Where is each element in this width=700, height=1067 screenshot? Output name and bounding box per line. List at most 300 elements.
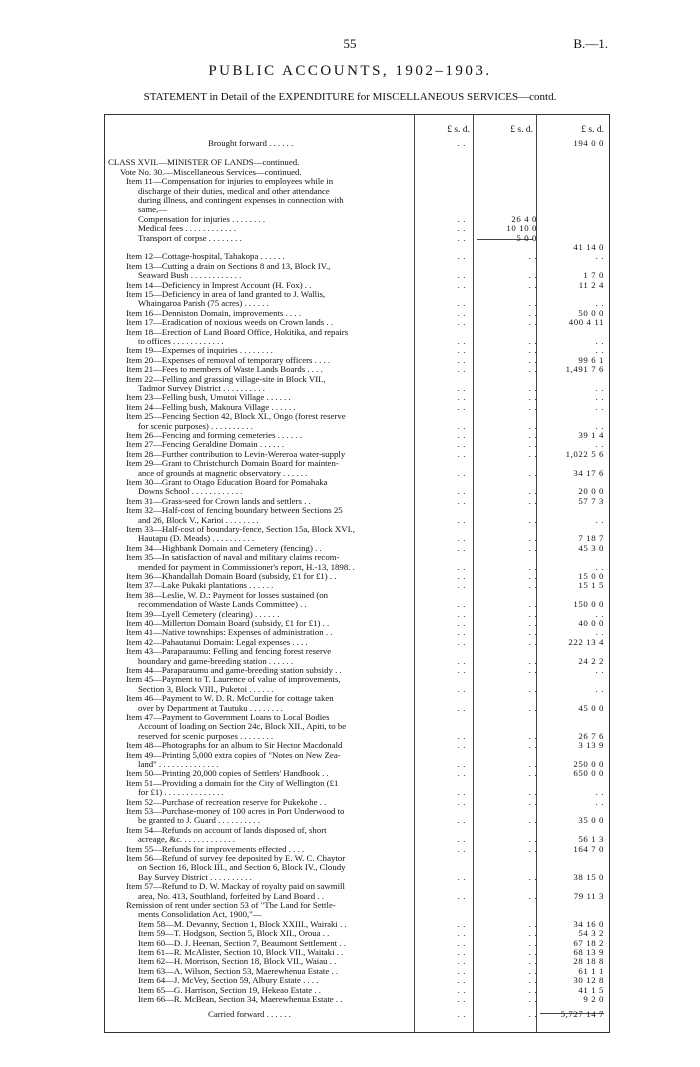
row-description: Item 25—Fencing Section 42, Block XI., Ongo (forest reserve xyxy=(126,412,346,422)
amount-c3: . . xyxy=(595,514,604,525)
amount-c2: 5 0 0 xyxy=(516,232,537,243)
row-description: Item 39—Lyell Cemetery (clearing) . . . . . . xyxy=(126,609,280,619)
amount-c1: . . xyxy=(457,759,466,769)
amount-c3: . . xyxy=(595,345,604,356)
row-description: Item 47—Payment to Government Loans to Local Bodies xyxy=(126,713,330,722)
amount-c1: . . xyxy=(457,740,466,751)
amount-c3: . . xyxy=(595,298,604,309)
amount-c1: . . xyxy=(457,599,466,610)
amount-c3: 7 18 7 xyxy=(578,533,604,544)
table-row xyxy=(104,769,608,778)
amount-c2: . . xyxy=(528,279,537,290)
amount-c3: 3 13 9 xyxy=(578,740,604,751)
row-description: Bay Survey District . . . . . . . . . . xyxy=(138,872,252,882)
amount-c3: 222 13 4 xyxy=(568,636,604,647)
row-description: CLASS XVII.—MINISTER OF LANDS—continued. xyxy=(108,158,300,168)
amount-c3: 54 3 2 xyxy=(578,928,604,939)
amount-c2: . . xyxy=(528,364,537,375)
amount-c1: . . xyxy=(457,571,466,581)
amount-c1: . . xyxy=(457,232,466,243)
amount-c2: . . xyxy=(528,928,537,939)
page-code: B.—1. xyxy=(573,36,608,51)
amount-c3: 34 16 0 xyxy=(573,918,604,929)
amount-c3: 99 6 1 xyxy=(578,354,604,365)
amount-c1: . . xyxy=(457,138,466,148)
row-description: Item 30—Grant to Otago Education Board for Pomahaka xyxy=(126,478,328,487)
amount-c1: . . xyxy=(457,871,466,882)
amount-c1: . . xyxy=(457,354,466,365)
amount-c1: . . xyxy=(457,430,466,440)
row-description: Item 33—Half-cost of boundary-fence, Section 15a, Block XVI., xyxy=(126,525,355,534)
row-description: Item 31—Grass-seed for Crown lands and settlers . . xyxy=(126,496,311,506)
amount-c1: . . xyxy=(457,730,466,741)
amount-c2: . . xyxy=(528,486,537,497)
row-description: Remission of rent under section 53 of "The Land for Settle- xyxy=(126,901,336,910)
amount-c3: 15 1 5 xyxy=(578,580,604,591)
amount-c1: . . xyxy=(457,561,466,572)
amount-c2: . . xyxy=(528,542,537,553)
amount-c3: 39 1 4 xyxy=(578,430,604,440)
table-row xyxy=(104,158,608,167)
amount-c1: . . xyxy=(457,768,466,779)
row-description: Item 13—Cutting a drain on Sections 8 and 13, Block IV., xyxy=(126,261,331,271)
amount-c1: . . xyxy=(457,270,466,281)
amount-c1: . . xyxy=(457,317,466,328)
amount-c3: 35 0 0 xyxy=(578,815,604,826)
row-description: for scenic purposes) . . . . . . . . . . xyxy=(138,421,253,431)
row-description: Vote No. 30.—Miscellaneous Services—continued. xyxy=(120,167,302,177)
amount-c1: . . xyxy=(457,401,466,412)
row-description: Section 3, Block VIII., Puketoi . . . . . . xyxy=(138,684,274,694)
column-header-3: £ s. d. xyxy=(581,125,604,135)
row-description: Item 45—Payment to T. Laurence of value of improvements, xyxy=(126,675,341,685)
column-header-2: £ s. d. xyxy=(510,125,533,135)
amount-c1: . . xyxy=(457,420,466,431)
amount-c1: . . xyxy=(457,796,466,807)
amount-c2: . . xyxy=(528,759,537,769)
amount-c1: . . xyxy=(457,956,466,967)
table-row xyxy=(104,544,608,553)
amount-c1: . . xyxy=(457,937,466,948)
amount-c2: . . xyxy=(528,383,537,393)
table-row xyxy=(104,892,608,901)
amount-c2: . . xyxy=(528,994,537,1004)
amount-c2: . . xyxy=(528,636,537,647)
row-description: ance of grounds at magnetic observatory . . . . . . xyxy=(138,468,308,478)
amount-c3: 61 1 1 xyxy=(578,965,604,976)
amount-c2: . . xyxy=(528,317,537,328)
table-row xyxy=(104,139,608,148)
row-description: Brought forward . . . . . . xyxy=(208,139,294,148)
amount-c3: 26 7 6 xyxy=(578,730,604,741)
amount-c1: . . xyxy=(457,448,466,459)
table-row xyxy=(104,1010,608,1019)
row-description: Item 38—Leslie, W. D.: Payment for losses sustained (on xyxy=(126,590,329,600)
row-description: Item 21—Fees to members of Waste Lands Boards . . . . xyxy=(126,365,323,375)
amount-c3: 45 3 0 xyxy=(578,542,604,553)
amount-c3: 150 0 0 xyxy=(573,599,604,610)
row-description: Item 35—In satisfaction of naval and military claims recom- xyxy=(126,553,340,563)
table-row xyxy=(104,516,608,525)
amount-c3: . . xyxy=(595,251,604,262)
amount-c2: . . xyxy=(528,580,537,591)
row-description: Item 32—Half-cost of fencing boundary between Sections 25 xyxy=(126,506,343,516)
row-description: over by Department at Tautuku . . . . . . . . xyxy=(138,703,283,713)
amount-c1: . . xyxy=(457,655,466,666)
row-description: Carried forward . . . . . . xyxy=(208,1010,291,1020)
amount-c1: . . xyxy=(457,984,466,995)
amount-c2: . . xyxy=(528,871,537,882)
amount-c3: 41 14 0 xyxy=(573,242,604,252)
amount-c2: . . xyxy=(528,270,537,281)
row-description: Item 60—D. J. Heenan, Section 7, Beaumont Settlement . . xyxy=(138,938,346,948)
row-description: to offices . . . . . . . . . . . . xyxy=(138,337,224,346)
page-title: PUBLIC ACCOUNTS, 1902–1903. xyxy=(208,63,492,79)
table-row xyxy=(104,666,608,675)
amount-c2: . . xyxy=(528,843,537,854)
row-description: Item 59—T. Hodgson, Section 5, Block XII., Oroua . . xyxy=(138,929,330,939)
amount-c3: 5,727 14 7 xyxy=(560,1009,604,1020)
amount-c1: . . xyxy=(457,439,466,450)
amount-c2: 26 4 0 xyxy=(511,213,537,224)
amount-c2: . . xyxy=(528,965,537,976)
amount-c3: 24 2 2 xyxy=(578,655,604,666)
amount-c3: . . xyxy=(595,665,604,675)
amount-c3: 1,022 5 6 xyxy=(565,448,604,459)
row-description: Transport of corpse . . . . . . . . xyxy=(138,233,242,243)
row-description: Item 26—Fencing and forming cemeteries . . . . . . xyxy=(126,431,302,440)
table-row xyxy=(104,177,608,186)
amount-c2: . . xyxy=(528,975,537,986)
table-row xyxy=(104,816,608,825)
amount-c2: . . xyxy=(528,430,537,440)
amount-c1: . . xyxy=(457,307,466,318)
amount-c2: . . xyxy=(528,768,537,779)
row-description: Hautapu (D. Meads) . . . . . . . . . . xyxy=(138,534,255,544)
row-description: Item 54—Refunds on account of lands disposed of, short xyxy=(126,825,327,835)
row-description: acreage, &c. . . . . . . . . . . . . xyxy=(138,835,235,845)
table-row xyxy=(104,497,608,506)
amount-c2: . . xyxy=(528,354,537,365)
row-description: Item 46—Payment to W. D. R. McCurdie for cottage taken xyxy=(126,694,334,704)
amount-c3: . . xyxy=(595,683,604,694)
row-description: Item 53—Purchase-money of 100 acres in Port Underwood to xyxy=(126,807,345,816)
table-row xyxy=(104,704,608,713)
amount-c2: . . xyxy=(528,336,537,346)
amount-c3: . . xyxy=(595,796,604,807)
amount-c2: . . xyxy=(528,533,537,544)
amount-c3: 1 7 0 xyxy=(583,270,604,281)
amount-c3: . . xyxy=(595,561,604,572)
amount-c1: . . xyxy=(457,928,466,939)
amount-c3: 68 13 9 xyxy=(573,947,604,957)
table-row xyxy=(104,995,608,1004)
amount-c1: . . xyxy=(457,279,466,290)
row-description: Item 42—Pahautanui Domain: Legal expenses . . . . xyxy=(126,637,308,647)
amount-c2: . . xyxy=(528,918,537,929)
table-row xyxy=(104,685,608,694)
row-description: Item 63—A. Wilson, Section 53, Maerewhenua Estate . . xyxy=(138,966,339,976)
page-number: 55 xyxy=(343,36,357,51)
amount-c2: . . xyxy=(528,514,537,525)
table-row xyxy=(104,450,608,459)
amount-c3: 57 7 3 xyxy=(578,495,604,506)
table-row xyxy=(104,845,608,854)
amount-c1: . . xyxy=(457,542,466,553)
row-description: Item 17—Eradication of noxious weeds on Crown lands . . xyxy=(126,318,333,328)
amount-c3: . . xyxy=(595,392,604,403)
row-description: Item 52—Purchase of recreation reserve for Pukekohe . . xyxy=(126,797,327,807)
amount-c1: . . xyxy=(457,843,466,854)
row-description: Item 28—Further contribution to Levin-Wereroa water-supply xyxy=(126,449,346,459)
row-description: be granted to J. Guard . . . . . . . . . . xyxy=(138,816,260,826)
amount-c2: . . xyxy=(528,683,537,694)
row-description: Compensation for injuries . . . . . . . . xyxy=(138,214,266,224)
row-description: area, No. 413, Southland, forfeited by Land Board . . xyxy=(138,891,324,901)
amount-c2: . . xyxy=(528,665,537,675)
table-row xyxy=(104,234,608,243)
row-description: Item 23—Felling bush, Umutoi Village . . . . . . xyxy=(126,393,291,403)
amount-c2: . . xyxy=(528,984,537,995)
amount-c3: 30 12 8 xyxy=(573,975,604,986)
table-row xyxy=(104,281,608,290)
amount-c1: . . xyxy=(457,533,466,544)
row-description: Item 40—Millerton Domain Board (subsidy, £1 for £1) . . xyxy=(126,619,330,628)
amount-c2: . . xyxy=(528,956,537,967)
amount-c1: . . xyxy=(457,815,466,826)
table-row xyxy=(104,252,608,261)
table-row xyxy=(104,741,608,750)
amount-c1: . . xyxy=(457,627,466,638)
amount-c2: . . xyxy=(528,467,537,478)
amount-c1: . . xyxy=(457,702,466,713)
row-description: Item 11—Compensation for injuries to employees while in xyxy=(126,177,334,187)
amount-c1: . . xyxy=(457,994,466,1004)
amount-c3: 34 17 6 xyxy=(573,467,604,478)
row-description: Item 49—Printing 5,000 extra copies of "Notes on New Zea- xyxy=(126,750,341,760)
table-row xyxy=(104,873,608,882)
row-description: Item 18—Erection of Land Board Office, Hokitika, and repairs xyxy=(126,327,349,337)
amount-c2: . . xyxy=(528,599,537,610)
amount-c3: 250 0 0 xyxy=(573,759,604,769)
amount-c2: . . xyxy=(528,947,537,957)
amount-c3: . . xyxy=(595,439,604,450)
amount-c3: . . xyxy=(595,383,604,393)
amount-c3: . . xyxy=(595,627,604,638)
row-description: for £1) . . . . . . . . . . . . . . xyxy=(138,788,224,798)
amount-c2: . . xyxy=(528,439,537,450)
amount-c2: . . xyxy=(528,740,537,751)
row-description: Item 62—H. Morrison, Section 18, Block VII., Waiau . . xyxy=(138,957,337,967)
amount-c3: . . xyxy=(595,787,604,798)
row-description: Downs School . . . . . . . . . . . . xyxy=(138,487,243,497)
amount-c3: 40 0 0 xyxy=(578,618,604,628)
table-row xyxy=(104,403,608,412)
amount-c2: . . xyxy=(528,618,537,628)
amount-c2: . . xyxy=(528,655,537,666)
amount-c3: 41 1 5 xyxy=(578,984,604,995)
amount-c2: . . xyxy=(528,796,537,807)
row-description: Item 41—Native townships: Expenses of administration . . xyxy=(126,628,333,638)
amount-c1: . . xyxy=(457,834,466,845)
row-description: Item 50—Printing 20,000 copies of Settlers' Handbook . . xyxy=(126,769,329,779)
row-description: Item 55—Refunds for improvements effected . . . . xyxy=(126,844,305,854)
amount-c3: 164 7 0 xyxy=(573,843,604,854)
statement-subtitle: STATEMENT in Detail of the EXPENDITURE for MISCELLANEOUS SERVICES—contd. xyxy=(143,91,557,103)
amount-c1: . . xyxy=(457,947,466,957)
amount-c2: . . xyxy=(528,561,537,572)
table-row xyxy=(104,196,608,205)
row-description: boundary and game-breeding station . . . . . . xyxy=(138,656,294,666)
amount-c2: . . xyxy=(528,448,537,459)
table-row xyxy=(104,318,608,327)
row-description: Item 14—Deficiency in Imprest Account (H. Fox) . . xyxy=(126,280,312,290)
amount-c3: . . xyxy=(595,608,604,619)
amount-c3: 67 18 2 xyxy=(573,937,604,948)
row-description: Item 19—Expenses of inquiries . . . . . . . . xyxy=(126,346,273,356)
table-row xyxy=(104,469,608,478)
column-header-1: £ s. d. xyxy=(447,125,470,135)
amount-c2: . . xyxy=(528,495,537,506)
amount-c3: 9 2 0 xyxy=(583,994,604,1004)
row-description: and 26, Block V., Karioi . . . . . . . . xyxy=(138,515,259,525)
amount-c1: . . xyxy=(457,392,466,403)
amount-c2: . . xyxy=(528,420,537,431)
amount-c1: . . xyxy=(457,665,466,675)
row-description: Seaward Bush . . . . . . . . . . . . xyxy=(138,271,242,281)
row-description: Account of loading on Section 24c, Block XII., Apiti, to be xyxy=(138,722,347,732)
amount-c1: . . xyxy=(457,580,466,591)
amount-c2: . . xyxy=(528,345,537,356)
row-description: Item 16—Denniston Domain, improvements . . . . xyxy=(126,308,301,318)
row-description: Item 64—J. McVey, Section 59, Albury Estate . . . . xyxy=(138,976,319,986)
amount-c3: 20 0 0 xyxy=(578,486,604,497)
table-row xyxy=(104,854,608,863)
row-description: Item 57—Refund to D. W. Mackay of royalty paid on sawmill xyxy=(126,882,345,892)
row-description: reserved for scenic purposes . . . . . . . . xyxy=(138,731,274,741)
amount-c3: 15 0 0 xyxy=(578,571,604,581)
row-description: Item 51—Providing a domain for the City of Wellington (£1 xyxy=(126,778,339,788)
amount-c3: . . xyxy=(595,420,604,431)
table-row xyxy=(104,168,608,177)
amount-c2: . . xyxy=(528,401,537,412)
row-description: Item 43—Paraparaumu: Felling and fencing forest reserve xyxy=(126,647,332,657)
amount-c1: . . xyxy=(457,345,466,356)
row-description: Item 24—Felling bush, Makoura Village . . . . . . xyxy=(126,402,296,412)
amount-c2: . . xyxy=(528,251,537,262)
amount-c2: . . xyxy=(528,937,537,948)
amount-c1: . . xyxy=(457,298,466,309)
amount-c1: . . xyxy=(457,965,466,976)
amount-c3: 45 0 0 xyxy=(578,702,604,713)
row-description: Item 65—G. Harrison, Section 19, Hekeao Estate . . xyxy=(138,985,321,995)
row-description: Tadmor Survey District . . . . . . . . . . xyxy=(138,384,265,393)
table-row xyxy=(104,798,608,807)
amount-c1: . . xyxy=(457,890,466,901)
row-description: Medical fees . . . . . . . . . . . . xyxy=(138,224,236,234)
amount-c1: . . xyxy=(457,787,466,798)
amount-c2: . . xyxy=(528,890,537,901)
amount-c2: . . xyxy=(528,730,537,741)
row-description: Item 22—Felling and grassing village-site in Block VII., xyxy=(126,374,326,384)
amount-c1: . . xyxy=(457,514,466,525)
amount-c3: 650 0 0 xyxy=(573,768,604,779)
amount-c2: 10 10 0 xyxy=(506,223,537,234)
amount-c3: 38 15 0 xyxy=(573,871,604,882)
row-description: on Section 16, Block III., and Section 6, Block IV., Cloudy xyxy=(138,863,346,873)
amount-c1: . . xyxy=(457,618,466,628)
row-description: Item 44—Paraparaumu and game-breeding station subsidy . . xyxy=(126,666,342,675)
row-description: recommendation of Waste Lands Committee) . . xyxy=(138,600,307,610)
row-description: Item 61—R. McAlister, Section 10, Block VII., Waitaki . . xyxy=(138,948,344,957)
amount-c1: . . xyxy=(457,251,466,262)
amount-c3: 11 2 4 xyxy=(578,279,604,290)
row-description: ments Consolidation Act, 1900,"— xyxy=(138,910,262,920)
amount-c3: 79 11 3 xyxy=(573,890,604,901)
row-description: Item 48—Photographs for an album to Sir Hector Macdonald xyxy=(126,741,343,751)
row-description: same,— xyxy=(138,205,168,215)
row-description: during illness, and contingent expenses in connection with xyxy=(138,196,344,205)
row-description: Item 56—Refund of survey fee deposited by E. W. C. Chaytor xyxy=(126,854,346,863)
row-description: Item 58—M. Devanny, Section 1, Block XXIII., Wairaki . . xyxy=(138,919,347,929)
amount-c1: . . xyxy=(457,495,466,506)
row-description: Item 27—Fencing Geraldine Domain . . . . . . xyxy=(126,440,285,450)
amount-c2: . . xyxy=(528,307,537,318)
amount-c2: . . xyxy=(528,298,537,309)
amount-c1: . . xyxy=(457,636,466,647)
amount-c2: . . xyxy=(528,392,537,403)
amount-c3: 50 0 0 xyxy=(578,307,604,318)
amount-c3: 194 0 0 xyxy=(573,138,604,148)
table-row xyxy=(104,638,608,647)
amount-c1: . . xyxy=(457,364,466,375)
amount-c2: . . xyxy=(528,834,537,845)
amount-c2: . . xyxy=(528,1009,537,1020)
amount-c1: . . xyxy=(457,1009,466,1020)
amount-c1: . . xyxy=(457,608,466,619)
row-description: discharge of their duties, medical and other attendance xyxy=(138,186,330,196)
row-description: land" . . . . . . . . . . . . . . xyxy=(138,760,219,769)
amount-c1: . . xyxy=(457,213,466,224)
row-description: Item 37—Lake Pukaki plantations . . . . . . xyxy=(126,581,274,591)
amount-c3: 56 1 3 xyxy=(578,834,604,845)
row-description: Item 36—Khandallah Domain Board (subsidy, £1 for £1) . . xyxy=(126,572,337,581)
amount-c3: 28 18 8 xyxy=(573,956,604,967)
row-description: Item 12—Cottage-hospital, Tahakopa . . . . . . xyxy=(126,252,285,262)
table-row xyxy=(104,365,608,374)
amount-c2: . . xyxy=(528,702,537,713)
amount-c2: . . xyxy=(528,627,537,638)
amount-c2: . . xyxy=(528,815,537,826)
amount-c1: . . xyxy=(457,486,466,497)
row-description: Whaingaroa Parish (75 acres) . . . . . . xyxy=(138,299,269,309)
row-description: Item 66—R. McBean, Section 34, Maerewhenua Estate . . xyxy=(138,995,343,1004)
amount-c2: . . xyxy=(528,571,537,581)
amount-c1: . . xyxy=(457,975,466,986)
amount-c3: 1,491 7 6 xyxy=(565,364,604,375)
row-description: Item 15—Deficiency in area of land granted to J. Wallis, xyxy=(126,290,326,299)
amount-c1: . . xyxy=(457,223,466,234)
amount-c1: . . xyxy=(457,467,466,478)
amount-c2: . . xyxy=(528,608,537,619)
row-description: Item 29—Grant to Christchurch Domain Board for mainten- xyxy=(126,459,339,469)
row-description: mended for payment in Commissioner's report, H.-13, 1898. . xyxy=(138,562,355,572)
row-description: Item 20—Expenses of removal of temporary officers . . . . xyxy=(126,355,331,365)
table-row xyxy=(104,713,608,722)
row-description: Item 34—Highbank Domain and Cemetery (fencing) . . xyxy=(126,543,322,553)
amount-c1: . . xyxy=(457,383,466,393)
table-row xyxy=(104,581,608,590)
